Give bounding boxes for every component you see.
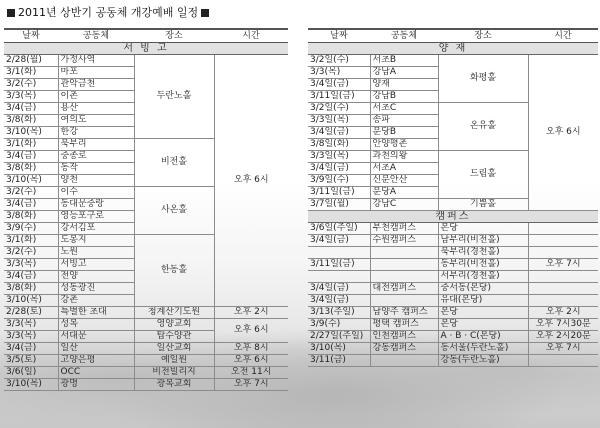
date-cell: 3/2일(수) <box>308 103 370 115</box>
time-cell: 오후 7시 <box>528 343 598 355</box>
date-cell: 3/3(목) <box>4 319 58 331</box>
section-header <box>308 43 598 55</box>
date-cell: 3/4일(금) <box>308 163 370 175</box>
group-cell: 과천의왕 <box>370 151 438 163</box>
time-cell: 오후 6시 <box>214 355 288 367</box>
group-cell: 강동캠퍼스 <box>370 343 438 355</box>
group-cell <box>370 247 438 259</box>
date-cell <box>308 247 370 259</box>
group-cell <box>370 355 438 367</box>
place-cell: 기쁨홀 <box>438 199 528 211</box>
place-cell: A · B · C(본당) <box>438 331 528 343</box>
group-cell: 도봉지 <box>58 235 134 247</box>
group-cell: 관악금천 <box>58 79 134 91</box>
date-cell: 3/1(화) <box>4 235 58 247</box>
place-cell: 두란노홀 <box>134 55 214 139</box>
group-cell: 특별한 초대 <box>58 307 134 319</box>
group-cell: 영등포구로 <box>58 211 134 223</box>
place-cell: 사온홀 <box>134 187 214 235</box>
date-cell: 3/4(금) <box>4 151 58 163</box>
group-cell: 서초C <box>370 103 438 115</box>
date-cell: 3/4일(금) <box>308 283 370 295</box>
date-cell: 3/8(화) <box>4 115 58 127</box>
date-cell: 3/11일(금) <box>308 91 370 103</box>
date-cell: 3/4일(금) <box>308 295 370 307</box>
section-header <box>308 211 598 223</box>
group-cell: 서대문 <box>58 331 134 343</box>
date-cell: 3/6(일) <box>4 367 58 379</box>
group-cell: 분당B <box>370 127 438 139</box>
group-cell: 부천캠퍼스 <box>370 223 438 235</box>
date-cell: 3/10(목) <box>4 295 58 307</box>
group-cell: 이촌 <box>58 91 134 103</box>
group-cell: 평택 캠퍼스 <box>370 319 438 331</box>
group-cell: 강촌 <box>58 295 134 307</box>
date-cell: 3/3(목) <box>4 91 58 103</box>
table-row <box>308 331 598 343</box>
place-cell: 동부리(비전홀) <box>438 259 528 271</box>
group-cell: 서초B <box>370 55 438 67</box>
table-row <box>4 367 288 379</box>
table-row <box>4 55 288 67</box>
group-cell <box>370 259 438 271</box>
date-cell: 3/6일(주일) <box>308 223 370 235</box>
place-cell: 중서동(본당) <box>438 283 528 295</box>
date-cell: 3/9일(수) <box>308 175 370 187</box>
group-cell: 성동광진 <box>58 283 134 295</box>
group-cell: 여의도 <box>58 115 134 127</box>
date-cell: 3/4(금) <box>4 103 58 115</box>
time-cell <box>528 295 598 307</box>
time-cell: 오후 6시 <box>214 55 288 307</box>
group-cell: 전양 <box>58 271 134 283</box>
table-row <box>308 247 598 259</box>
date-cell: 3/8(화) <box>4 211 58 223</box>
group-cell: 송파 <box>370 115 438 127</box>
place-cell: 청계산기도원 <box>134 307 214 319</box>
date-cell: 2/28(토) <box>4 307 58 319</box>
right-schedule <box>308 28 598 367</box>
group-cell: 마포 <box>58 67 134 79</box>
date-cell: 3/4일(금) <box>308 79 370 91</box>
place-cell: 북부리(경천홀) <box>438 247 528 259</box>
time-cell <box>528 271 598 283</box>
date-cell: 3/8일(화) <box>308 139 370 151</box>
time-cell: 오후 2시 <box>214 307 288 319</box>
section-campus: 캠퍼스 <box>308 211 598 223</box>
place-cell: 유대(본당) <box>438 295 528 307</box>
square-bullet-icon <box>201 9 209 17</box>
place-cell: 화평홀 <box>438 55 528 103</box>
group-cell: OCC <box>58 367 134 379</box>
time-cell: 오전 11시 <box>214 367 288 379</box>
place-cell: 본당 <box>438 307 528 319</box>
group-cell: 중종로 <box>58 151 134 163</box>
date-cell: 3/13(주일) <box>308 307 370 319</box>
place-cell: 비전빌리지 <box>134 367 214 379</box>
date-cell: 3/1(화) <box>4 139 58 151</box>
square-bullet-icon <box>7 9 15 17</box>
time-cell: 오후 7시 <box>528 259 598 271</box>
table-row <box>4 319 288 331</box>
time-cell <box>528 355 598 367</box>
table-header <box>308 29 598 43</box>
time-cell: 오후 2시20분 <box>528 331 598 343</box>
page-title: 2011년 상반기 공동체 개강예배 일정 <box>4 4 212 22</box>
date-cell: 3/2(수) <box>4 187 58 199</box>
group-cell: 남양주 캠퍼스 <box>370 307 438 319</box>
date-cell: 2/27일(주일) <box>308 331 370 343</box>
group-cell: 성복 <box>58 319 134 331</box>
header-group: 공동체 <box>370 29 438 43</box>
time-cell: 오후 6시 <box>528 55 598 211</box>
table-row <box>308 295 598 307</box>
date-cell: 3/8(화) <box>4 283 58 295</box>
group-cell: 서빙고 <box>58 259 134 271</box>
date-cell: 3/3일(목) <box>308 151 370 163</box>
place-cell: 본당 <box>438 223 528 235</box>
date-cell: 2/28(월) <box>4 55 58 67</box>
date-cell: 3/11일(금) <box>308 259 370 271</box>
date-cell: 3/4(금) <box>4 199 58 211</box>
place-cell: 온유홀 <box>438 103 528 151</box>
time-cell: 오후 8시 <box>214 343 288 355</box>
left-table <box>4 28 288 391</box>
table-row <box>308 223 598 235</box>
header-group: 공동체 <box>58 29 134 43</box>
group-cell: 고양은평 <box>58 355 134 367</box>
place-cell: 강동(두란노홀) <box>438 355 528 367</box>
table-row <box>308 259 598 271</box>
group-cell: 서초A <box>370 163 438 175</box>
header-time: 시간 <box>528 29 598 43</box>
table-row <box>4 307 288 319</box>
date-cell: 3/11(금) <box>308 355 370 367</box>
date-cell: 3/1(화) <box>4 67 58 79</box>
date-cell: 3/7일(월) <box>308 199 370 211</box>
group-cell: 노원 <box>58 247 134 259</box>
time-cell <box>528 235 598 247</box>
table-row <box>308 271 598 283</box>
date-cell: 3/10(목) <box>308 343 370 355</box>
group-cell: 북부리 <box>58 139 134 151</box>
date-cell: 3/4(금) <box>4 343 58 355</box>
group-cell: 광명 <box>58 379 134 391</box>
table-row <box>308 307 598 319</box>
right-table <box>308 28 598 367</box>
date-cell: 3/4(금) <box>4 271 58 283</box>
group-cell <box>370 271 438 283</box>
date-cell: 3/3(목) <box>4 331 58 343</box>
date-cell: 3/3(목) <box>4 259 58 271</box>
group-cell: 수원캠퍼스 <box>370 235 438 247</box>
place-cell: 서부리(경천홀) <box>438 271 528 283</box>
date-cell: 3/4일(금) <box>308 235 370 247</box>
group-cell: 동대문중랑 <box>58 199 134 211</box>
group-cell: 동작 <box>58 163 134 175</box>
date-cell: 3/10(목) <box>4 379 58 391</box>
group-cell: 분당A <box>370 187 438 199</box>
date-cell: 3/9(수) <box>308 319 370 331</box>
table-row <box>4 343 288 355</box>
date-cell: 3/10(목) <box>4 175 58 187</box>
time-cell: 오후 7시 <box>214 379 288 391</box>
place-cell: 한동홀 <box>134 235 214 307</box>
group-cell <box>370 295 438 307</box>
table-row <box>308 235 598 247</box>
date-cell: 3/4일(금) <box>308 127 370 139</box>
place-cell: 드림홀 <box>438 151 528 199</box>
group-cell: 안양평촌 <box>370 139 438 151</box>
time-cell <box>528 247 598 259</box>
group-cell: 이수 <box>58 187 134 199</box>
time-cell: 오후 6시 <box>214 319 288 343</box>
place-cell: 본당 <box>438 319 528 331</box>
group-cell: 일산 <box>58 343 134 355</box>
date-cell: 3/10(목) <box>4 127 58 139</box>
date-cell: 3/11일(금) <box>308 187 370 199</box>
group-cell: 강남B <box>370 91 438 103</box>
place-cell: 비전홀 <box>134 139 214 187</box>
table-row <box>308 283 598 295</box>
table-row <box>4 355 288 367</box>
date-cell: 3/2(수) <box>4 247 58 259</box>
place-cell: 동서울(두란노홀) <box>438 343 528 355</box>
date-cell: 3/3일(목) <box>308 115 370 127</box>
section-yangjae: 양 재 <box>308 43 598 55</box>
header-time: 시간 <box>214 29 288 43</box>
section-seobinggo: 서 빙 고 <box>4 43 288 55</box>
place-cell: 영양교회 <box>134 319 214 331</box>
section-header <box>4 43 288 55</box>
table-row <box>308 55 598 67</box>
date-cell: 3/5(토) <box>4 355 58 367</box>
group-cell: 가정사역 <box>58 55 134 67</box>
table-row <box>308 343 598 355</box>
group-cell: 용산 <box>58 103 134 115</box>
time-cell <box>528 223 598 235</box>
table-header <box>4 29 288 43</box>
place-cell: 일산교회 <box>134 343 214 355</box>
group-cell: 강남C <box>370 199 438 211</box>
date-cell: 3/2(수) <box>4 79 58 91</box>
date-cell <box>308 271 370 283</box>
header-place: 장소 <box>134 29 214 43</box>
group-cell: 양천 <box>58 175 134 187</box>
group-cell: 한강 <box>58 127 134 139</box>
table-row <box>4 379 288 391</box>
place-cell: 남부리(비전홀) <box>438 235 528 247</box>
group-cell: 강서김포 <box>58 223 134 235</box>
group-cell: 양재 <box>370 79 438 91</box>
header-date: 날짜 <box>308 29 370 43</box>
group-cell: 신분안산 <box>370 175 438 187</box>
table-row <box>308 319 598 331</box>
group-cell: 강남A <box>370 67 438 79</box>
time-cell: 오후 2시 <box>528 307 598 319</box>
date-cell: 3/9(수) <box>4 223 58 235</box>
left-schedule <box>4 28 288 391</box>
date-cell: 3/8(화) <box>4 163 58 175</box>
place-cell: 탑수양관 <box>134 331 214 343</box>
header-date: 날짜 <box>4 29 58 43</box>
group-cell: 인천캠퍼스 <box>370 331 438 343</box>
place-cell: 광복교회 <box>134 379 214 391</box>
place-cell: 예일원 <box>134 355 214 367</box>
time-cell <box>528 283 598 295</box>
header-place: 장소 <box>438 29 528 43</box>
table-row <box>308 355 598 367</box>
time-cell: 오후 7시30분 <box>528 319 598 331</box>
date-cell: 3/2일(수) <box>308 55 370 67</box>
date-cell: 3/3(목) <box>308 67 370 79</box>
group-cell: 대전캠퍼스 <box>370 283 438 295</box>
